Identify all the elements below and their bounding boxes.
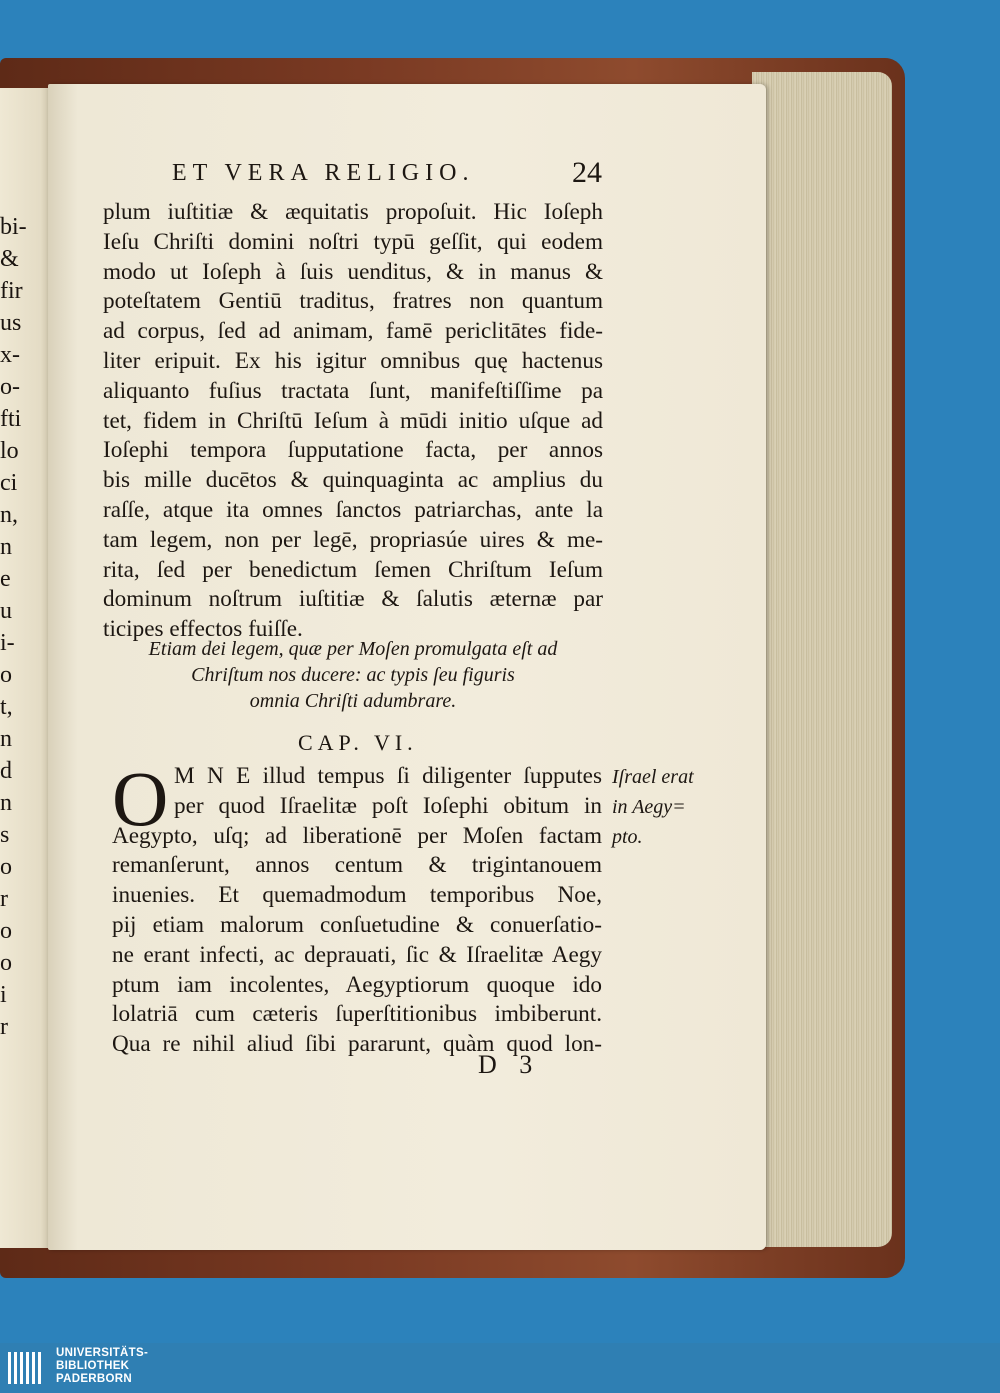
left-page-fragment: ci <box>0 470 18 496</box>
left-page-fragment: o <box>0 918 12 944</box>
left-page-fragment: o <box>0 950 12 976</box>
left-page-fragment: n <box>0 790 12 816</box>
left-page-fragment: lo <box>0 438 19 464</box>
body-line: raſſe, atque ita omnes ſanctos patriarchas, ante la <box>103 496 603 523</box>
body-line: aliquanto fuſius tractata ſunt, manifeſtiſſime pa <box>103 377 603 404</box>
body-line: per quod Iſraelitæ poſt Ioſephi obitum in <box>174 792 602 819</box>
summary-line: Etiam dei legem, quæ per Moſen promulgata eſt ad <box>148 638 558 660</box>
body-line: ad corpus, ſed ad animam, famē periclitātes fide- <box>103 318 603 345</box>
left-page-fragment: t, <box>0 694 13 720</box>
body-line: liter eripuit. Ex his igitur omnibus quę hactenus <box>103 347 603 374</box>
left-page-fragment: fti <box>0 406 22 432</box>
body-line: ptum iam incolentes, Aegyptiorum quoque ido <box>112 971 602 998</box>
left-page-fragment: o- <box>0 374 20 400</box>
body-line: dominum noſtrum iuſtitiæ & ſalutis æternæ par <box>103 586 603 613</box>
page-fore-edge <box>752 72 892 1247</box>
body-line: ticipes effectos fuiſſe. <box>103 616 303 643</box>
library-name <box>56 1347 148 1386</box>
left-page-fragment: n <box>0 534 12 560</box>
body-line: Aegypto, uſq; ad liberationē per Moſen factam <box>112 822 602 849</box>
summary-line: omnia Chriſti adumbrare. <box>249 690 457 712</box>
left-page-fragment: bi- <box>0 214 27 240</box>
left-page-fragment: e <box>0 566 11 592</box>
body-line: tet, fidem in Chriſtū Ieſum à mūdi initio uſque ad <box>103 407 603 434</box>
left-page-fragment: i- <box>0 630 15 656</box>
body-line: remanſerunt, annos centum & trigintanouem <box>112 852 602 879</box>
library-logo-icon <box>6 1348 46 1388</box>
library-name-line: PADERBORN <box>56 1373 132 1385</box>
body-line: inuenies. Et quemadmodum temporibus Noe, <box>112 882 602 909</box>
body-line: M N E illud tempus ſi diligenter ſupputes <box>174 763 602 789</box>
summary-line: Chriſtum nos ducere: ac typis ſeu figuris <box>191 664 515 686</box>
library-footer <box>0 1343 1000 1393</box>
running-title: ET VERA RELIGIO. <box>172 160 475 186</box>
body-line: tam legem, non per legē, propriasúe uires & me- <box>103 526 603 553</box>
body-line: Ioſephi tempora ſupputatione facta, per annos <box>103 437 603 464</box>
drop-cap: O <box>112 755 169 842</box>
library-name-line: BIBLIOTHEK <box>56 1360 130 1372</box>
left-page-fragment: u <box>0 598 12 624</box>
body-line: bis mille ducētos & quinquaginta ac amplius du <box>103 467 603 494</box>
left-page-fragment: o <box>0 662 12 688</box>
body-text-top <box>103 198 603 645</box>
body-line: modo ut Ioſeph à ſuis uenditus, & in manus & <box>103 258 603 285</box>
left-page-fragment: n <box>0 726 12 752</box>
left-page-fragment: i <box>0 982 7 1008</box>
marginal-note-line: Iſrael erat <box>612 766 694 788</box>
marginal-note <box>612 762 712 852</box>
running-header <box>172 156 612 196</box>
chapter-heading: CAP. VI. <box>298 730 418 755</box>
chapter-summary <box>118 636 588 714</box>
left-page-fragment: & <box>0 246 19 272</box>
left-page-fragment: s <box>0 822 10 848</box>
left-page-fragment: r <box>0 1014 8 1040</box>
left-page-fragment: fir <box>0 278 23 304</box>
body-line: rita, ſed per benedictum ſemen Chriſtum Ieſum <box>103 556 603 583</box>
body-line: plum iuſtitiæ & æquitatis propoſuit. Hic Ioſeph <box>103 199 603 225</box>
left-page-fragment: us <box>0 310 22 336</box>
left-page-fragment: d <box>0 758 12 784</box>
left-page-fragment: n, <box>0 502 18 528</box>
left-page-fragment: r <box>0 886 8 912</box>
body-line: poteſtatem Gentiū traditus, fratres non quantum <box>103 288 603 315</box>
body-text-bottom <box>112 755 602 1060</box>
signature-mark: D 3 <box>478 1050 541 1079</box>
marginal-note-line: in Aegy= <box>612 796 686 818</box>
body-line: Qua re nihil aliud ſibi pararunt, quàm quod lon- <box>112 1031 602 1058</box>
marginal-note-line: pto. <box>612 826 643 848</box>
page-number: 24 <box>572 156 602 189</box>
library-name-line: UNIVERSITÄTS- <box>56 1347 149 1359</box>
body-line: lolatriā cum cæteris ſuperſtitionibus imbiberunt. <box>112 1001 602 1028</box>
body-line: Ieſu Chriſti domini noſtri typū geſſit, qui eodem <box>103 228 603 255</box>
left-page-fragment: o <box>0 854 12 880</box>
body-line: ne erant infecti, ac deprauati, ſic & Iſraelitæ Aegy <box>112 941 602 968</box>
left-page-fragment: x- <box>0 342 20 368</box>
body-line: pij etiam malorum conſuetudine & conuerſatio- <box>112 911 602 938</box>
